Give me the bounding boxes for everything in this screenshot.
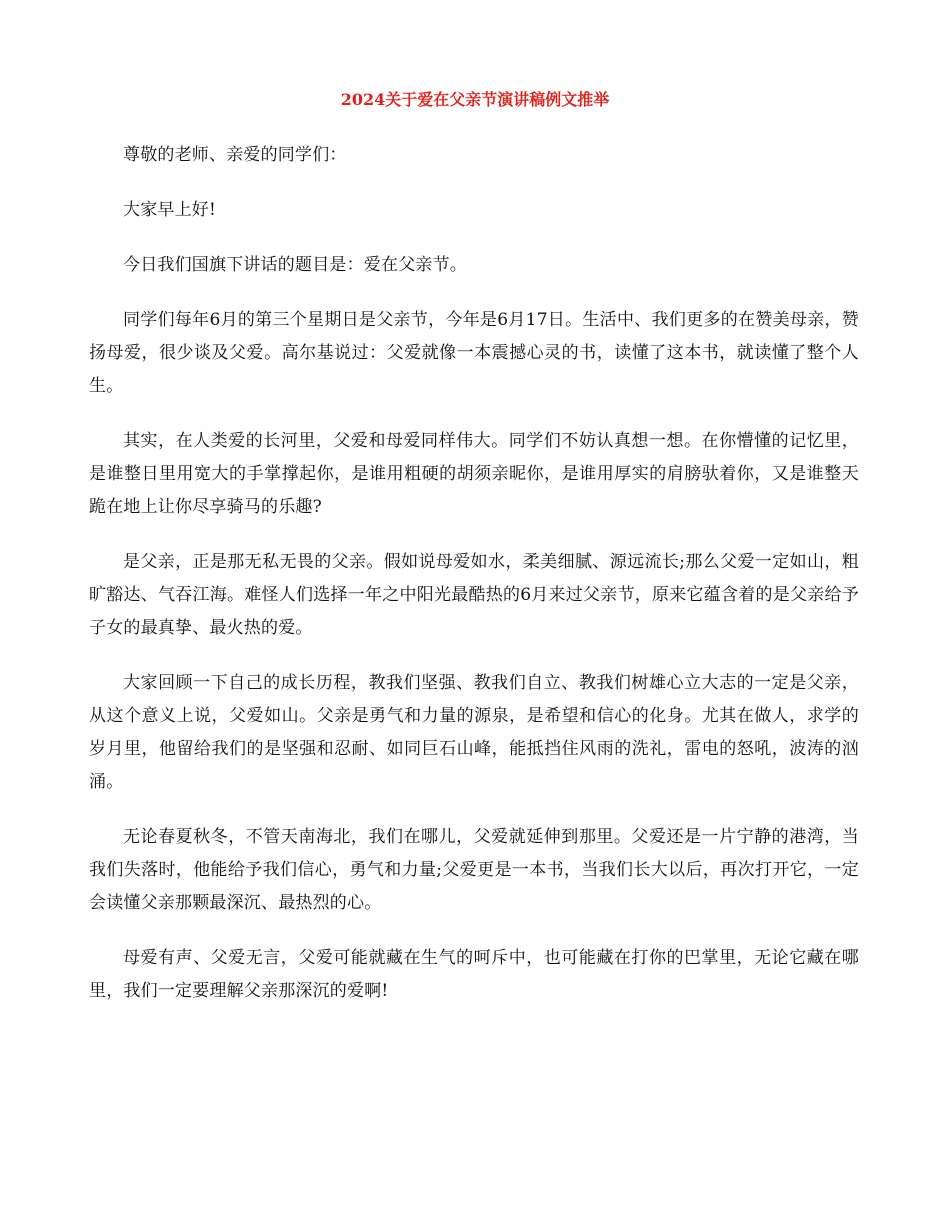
paragraph-fathers-day-date: 同学们每年6月的第三个星期日是父亲节，今年是6月17日。生活中、我们更多的在赞美母亲，赞扬母爱，很少谈及父爱。高尔基说过：父爱就像一本震撼心灵的书，读懂了这本书，就读懂了整个人生。	[89, 310, 859, 396]
paragraph-good-morning: 大家早上好!	[123, 200, 217, 220]
paragraph-conclusion: 母爱有声、父爱无言，父爱可能就藏在生气的呵斥中，也可能藏在打你的巴掌里，无论它藏在哪里，我们一定要理解父亲那深沉的爱啊!	[89, 948, 859, 1001]
document-title: 2024关于爱在父亲节演讲稿例文推举	[340, 90, 610, 109]
document-body	[89, 139, 859, 1030]
paragraph-father-like-mountain: 是父亲，正是那无私无畏的父亲。假如说母爱如水，柔美细腻、源远流长;那么父爱一定如山，粗旷豁达、气吞江海。难怪人们选择一年之中阳光最酷热的6月来过父亲节，原来它蕴含着的是父亲给予子女的最真挚、最火热的爱。	[89, 552, 859, 638]
paragraph-memories: 其实，在人类爱的长河里，父爱和母爱同样伟大。同学们不妨认真想一想。在你懵懂的记忆里，是谁整日里用宽大的手掌撑起你，是谁用粗硬的胡须亲昵你，是谁用厚实的肩膀驮着你，又是谁整天跪在地上让你尽享骑马的乐趣?	[89, 431, 859, 517]
paragraph-greeting: 尊敬的老师、亲爱的同学们：	[123, 145, 347, 165]
paragraph-harbor: 无论春夏秋冬，不管天南海北，我们在哪儿，父爱就延伸到那里。父爱还是一片宁静的港湾，当我们失落时，他能给予我们信心，勇气和力量;父爱更是一本书，当我们长大以后，再次打开它，一定会读懂父亲那颗最深沉、最热烈的心。	[89, 827, 859, 913]
paragraph-topic: 今日我们国旗下讲话的题目是：爱在父亲节。	[123, 255, 467, 275]
paragraph-growth: 大家回顾一下自己的成长历程，教我们坚强、教我们自立、教我们树雄心立大志的一定是父亲，从这个意义上说，父爱如山。父亲是勇气和力量的源泉，是希望和信心的化身。尤其在做人，求学的岁月里，他留给我们的是坚强和忍耐、如同巨石山峰，能抵挡住风雨的洗礼，雷电的怒吼，波涛的汹涌。	[89, 673, 859, 792]
